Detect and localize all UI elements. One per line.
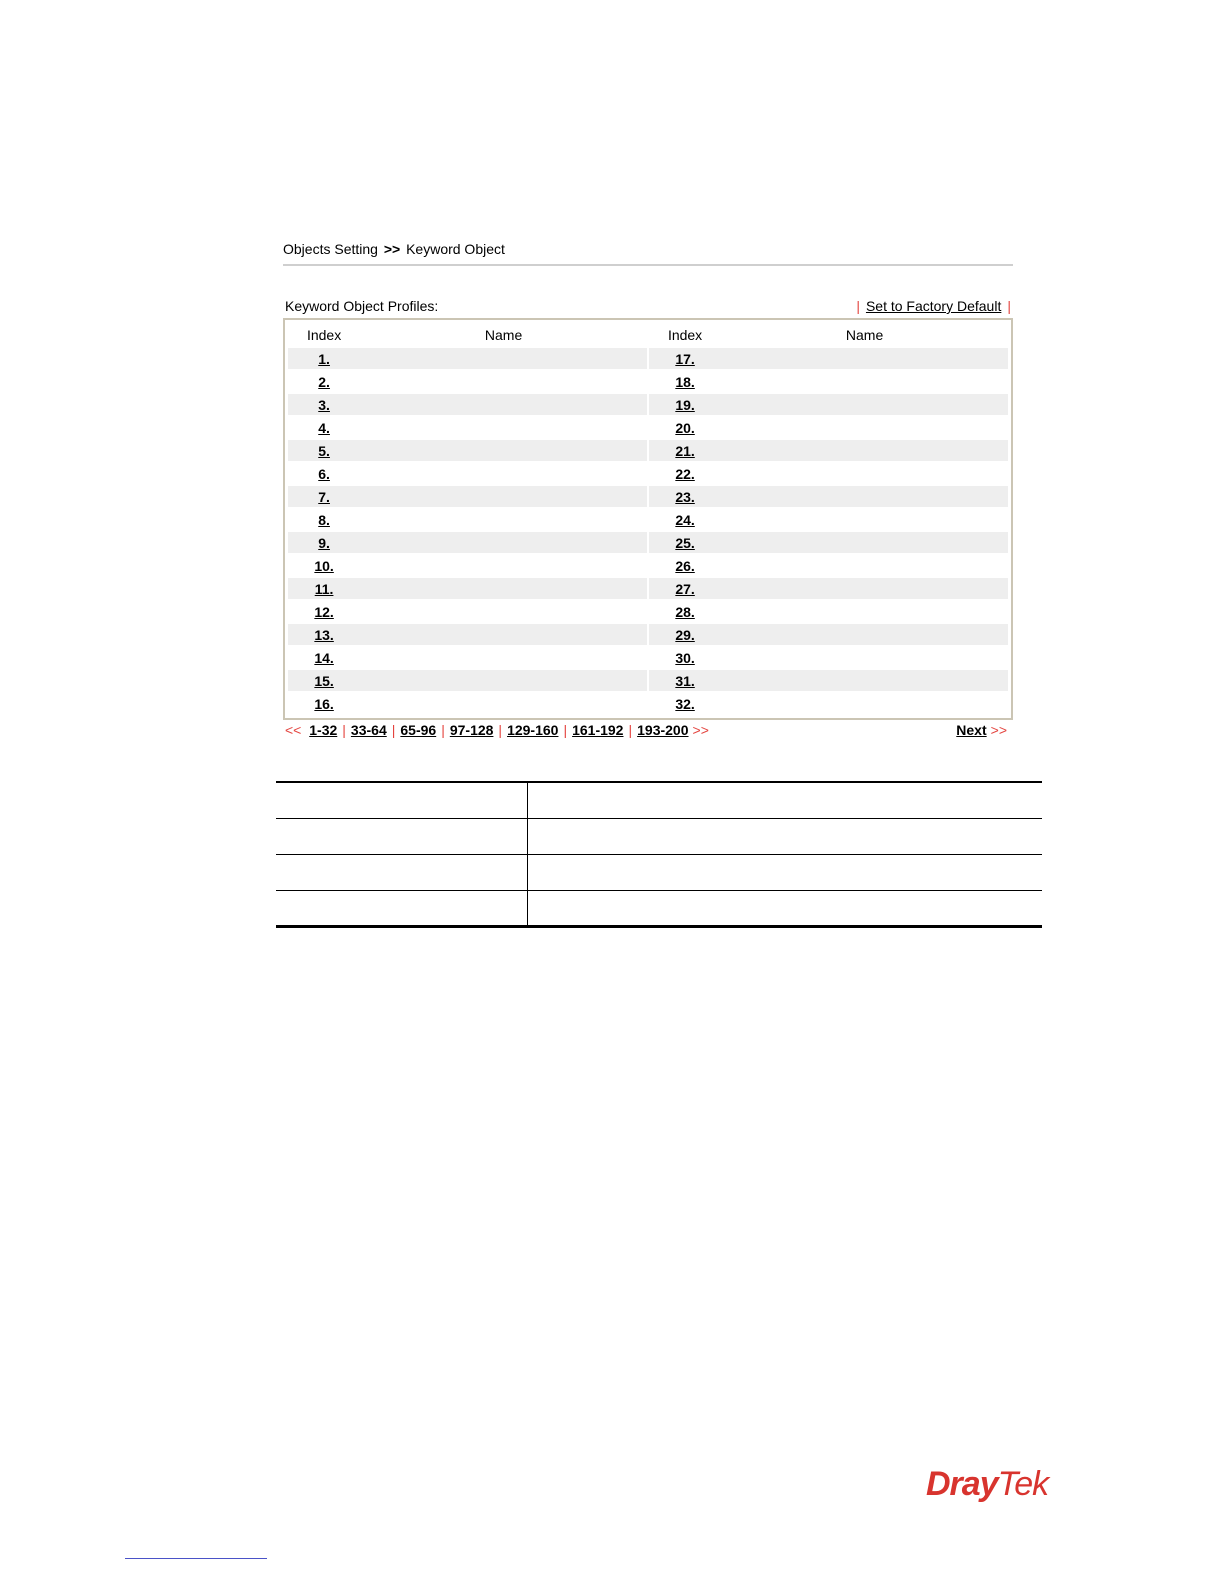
table-row <box>276 854 1042 890</box>
profile-index-link[interactable]: 16. <box>314 695 334 712</box>
name-cell <box>360 624 647 645</box>
profile-index-link[interactable]: 1. <box>318 350 330 367</box>
name-cell <box>721 555 1008 576</box>
breadcrumb <box>283 238 1013 266</box>
table-row <box>288 670 1008 691</box>
name-cell <box>721 417 1008 438</box>
page-range-link[interactable]: 193-200 <box>637 722 689 738</box>
name-cell <box>721 532 1008 553</box>
table-row <box>288 486 1008 507</box>
item-cell <box>276 818 527 854</box>
index-cell <box>288 417 360 438</box>
table-row <box>288 348 1008 369</box>
item-cell <box>276 782 527 818</box>
index-cell <box>649 578 721 599</box>
profile-index-link[interactable]: 30. <box>675 649 695 666</box>
name-cell <box>721 647 1008 668</box>
item-cell <box>276 854 527 890</box>
table-row <box>288 440 1008 461</box>
index-cell <box>649 532 721 553</box>
table-row <box>288 509 1008 530</box>
profile-index-link[interactable]: 23. <box>675 488 695 505</box>
column-header-index: Index <box>306 327 342 343</box>
item-cell <box>276 890 527 926</box>
table-row <box>288 532 1008 553</box>
index-cell <box>649 670 721 691</box>
profiles-table-box <box>283 318 1013 720</box>
index-cell <box>649 417 721 438</box>
table-row <box>288 463 1008 484</box>
column-header-name: Name <box>845 327 884 343</box>
profile-index-link[interactable]: 7. <box>318 488 330 505</box>
profile-index-link[interactable]: 8. <box>318 511 330 528</box>
name-cell <box>360 371 647 392</box>
profiles-table-body <box>288 348 1008 714</box>
profile-index-link[interactable]: 2. <box>318 373 330 390</box>
profile-index-link[interactable]: 28. <box>675 603 695 620</box>
index-cell <box>288 371 360 392</box>
index-cell <box>288 532 360 553</box>
name-cell <box>721 348 1008 369</box>
router-ui-screenshot <box>283 238 1013 738</box>
page-range-link[interactable]: 97-128 <box>449 722 494 738</box>
index-cell <box>649 440 721 461</box>
index-cell <box>649 348 721 369</box>
column-header-name: Name <box>484 327 523 343</box>
profile-index-link[interactable]: 10. <box>314 557 334 574</box>
index-cell <box>649 394 721 415</box>
draytek-logo <box>926 1465 1048 1504</box>
table-row <box>276 782 1042 818</box>
set-factory-default-link[interactable]: Set to Factory Default <box>865 298 1002 314</box>
index-cell <box>649 601 721 622</box>
name-cell <box>360 670 647 691</box>
index-cell <box>649 463 721 484</box>
profile-index-link[interactable]: 31. <box>675 672 695 689</box>
page-range-link[interactable]: 65-96 <box>400 722 437 738</box>
page-divider: | <box>498 722 503 738</box>
profile-index-link[interactable]: 27. <box>675 580 695 597</box>
index-cell <box>649 555 721 576</box>
logo-part-tek: Tek <box>997 1465 1049 1503</box>
profile-index-link[interactable]: 3. <box>318 396 330 413</box>
table-row <box>288 578 1008 599</box>
name-cell <box>721 440 1008 461</box>
index-cell <box>288 463 360 484</box>
breadcrumb-current: Keyword Object <box>406 241 505 257</box>
next-link[interactable]: Next <box>956 722 987 738</box>
table-row <box>288 555 1008 576</box>
table-row <box>288 417 1008 438</box>
divider: | <box>856 298 860 314</box>
profile-index-link[interactable]: 21. <box>675 442 695 459</box>
name-cell <box>360 509 647 530</box>
profiles-header <box>283 294 1013 314</box>
profile-index-link[interactable]: 17. <box>675 350 695 367</box>
table-row <box>288 601 1008 622</box>
profile-index-link[interactable]: 32. <box>675 695 695 712</box>
name-cell <box>360 532 647 553</box>
description-cell <box>527 818 1042 854</box>
breadcrumb-parent: Objects Setting <box>283 241 378 257</box>
profile-index-link[interactable]: 14. <box>314 649 334 666</box>
name-cell <box>360 440 647 461</box>
pager <box>283 722 1013 738</box>
profile-index-link[interactable]: 11. <box>314 580 334 597</box>
page-range-link[interactable]: 161-192 <box>572 722 624 738</box>
table-row <box>288 624 1008 645</box>
page-links <box>285 722 713 738</box>
name-cell <box>721 463 1008 484</box>
profile-index-link[interactable]: 22. <box>675 465 695 482</box>
table-row <box>288 647 1008 668</box>
page-divider: | <box>628 722 633 738</box>
description-table <box>276 781 1042 928</box>
profile-index-link[interactable]: 13. <box>314 626 334 643</box>
description-cell <box>527 782 1042 818</box>
footer-rule <box>125 1558 267 1559</box>
profiles-table <box>288 322 1008 716</box>
name-cell <box>721 601 1008 622</box>
index-cell <box>288 624 360 645</box>
name-cell <box>360 463 647 484</box>
name-cell <box>721 394 1008 415</box>
table-row <box>288 693 1008 714</box>
index-cell <box>649 486 721 507</box>
name-cell <box>360 578 647 599</box>
index-cell <box>288 601 360 622</box>
next-nav <box>956 722 1011 738</box>
name-cell <box>360 486 647 507</box>
name-cell <box>360 693 647 714</box>
profile-index-link[interactable]: 25. <box>675 534 695 551</box>
page-divider: | <box>563 722 568 738</box>
profile-index-link[interactable]: 24. <box>675 511 695 528</box>
page-range-link[interactable]: 129-160 <box>507 722 559 738</box>
profile-index-link[interactable]: 5. <box>318 442 330 459</box>
index-cell <box>288 693 360 714</box>
name-cell <box>721 486 1008 507</box>
divider: | <box>1007 298 1011 314</box>
page-range-link[interactable]: 1-32 <box>309 722 338 738</box>
name-cell <box>721 509 1008 530</box>
page-divider: | <box>391 722 396 738</box>
description-cell <box>527 890 1042 926</box>
table-header-row <box>288 324 1008 346</box>
table-row <box>288 394 1008 415</box>
name-cell <box>360 601 647 622</box>
index-cell <box>649 624 721 645</box>
index-cell <box>649 371 721 392</box>
name-cell <box>360 555 647 576</box>
prev-arrow: << <box>285 722 302 738</box>
index-cell <box>649 509 721 530</box>
profile-index-link[interactable]: 6. <box>318 465 330 482</box>
index-cell <box>288 486 360 507</box>
profile-index-link[interactable]: 12. <box>314 603 334 620</box>
name-cell <box>721 670 1008 691</box>
table-row <box>288 371 1008 392</box>
index-cell <box>649 693 721 714</box>
profile-index-link[interactable]: 4. <box>318 419 330 436</box>
page-divider: | <box>342 722 346 738</box>
index-cell <box>288 394 360 415</box>
profiles-actions <box>850 298 1011 314</box>
profile-index-link[interactable]: 26. <box>675 557 695 574</box>
profile-index-link[interactable]: 9. <box>318 534 330 551</box>
breadcrumb-separator: >> <box>383 241 401 257</box>
name-cell <box>721 693 1008 714</box>
profile-index-link[interactable]: 20. <box>675 419 695 436</box>
name-cell <box>721 578 1008 599</box>
profile-index-link[interactable]: 18. <box>675 373 695 390</box>
logo-part-dray: Dray <box>926 1465 998 1503</box>
profile-index-link[interactable]: 29. <box>675 626 695 643</box>
index-cell <box>288 509 360 530</box>
description-cell <box>527 854 1042 890</box>
column-header-index: Index <box>667 327 703 343</box>
index-cell <box>649 647 721 668</box>
name-cell <box>721 624 1008 645</box>
index-cell <box>288 670 360 691</box>
name-cell <box>360 394 647 415</box>
name-cell <box>360 647 647 668</box>
next-range-arrow: >> <box>692 722 709 738</box>
index-cell <box>288 555 360 576</box>
name-cell <box>360 417 647 438</box>
index-cell <box>288 348 360 369</box>
next-arrow: >> <box>990 722 1007 738</box>
index-cell <box>288 578 360 599</box>
profile-index-link[interactable]: 19. <box>675 396 695 413</box>
index-cell <box>288 440 360 461</box>
page-range-link[interactable]: 33-64 <box>350 722 387 738</box>
table-row <box>276 890 1042 926</box>
index-cell <box>288 647 360 668</box>
profiles-title: Keyword Object Profiles: <box>285 298 439 314</box>
name-cell <box>360 348 647 369</box>
name-cell <box>721 371 1008 392</box>
table-row <box>276 818 1042 854</box>
profile-index-link[interactable]: 15. <box>314 672 334 689</box>
page-divider: | <box>441 722 445 738</box>
